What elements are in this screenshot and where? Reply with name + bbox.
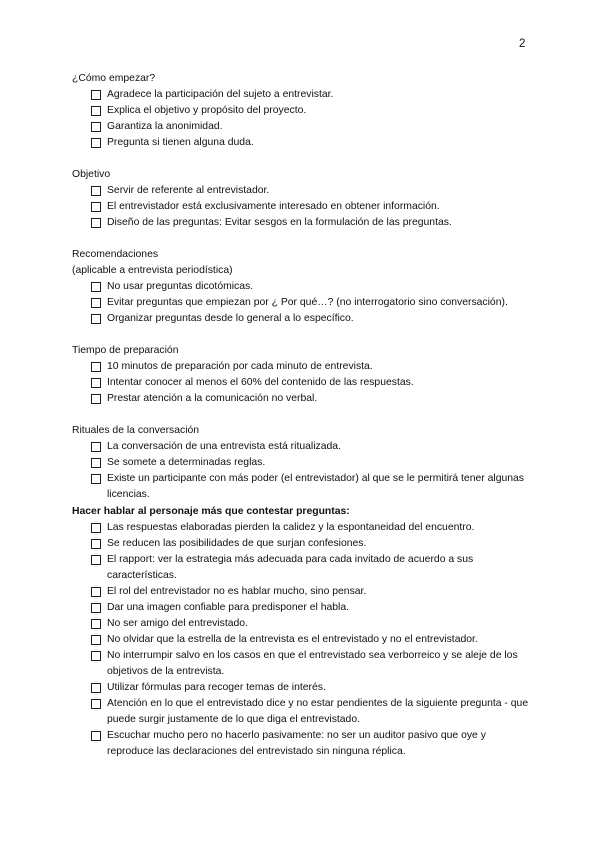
- checkbox-icon[interactable]: [91, 699, 101, 709]
- document-body: [72, 71, 532, 776]
- checklist-item: [91, 648, 532, 680]
- checklist-item: [91, 119, 532, 135]
- section-objetivo: [72, 167, 532, 231]
- section-title: Recomendaciones: [72, 249, 159, 260]
- section-title: Rituales de la conversación: [72, 425, 200, 436]
- checkbox-icon[interactable]: [91, 523, 101, 533]
- section-como-empezar: [72, 71, 532, 151]
- checklist-item: [91, 600, 532, 616]
- checklist-item-text: Intentar conocer al menos el 60% del contenido de las respuestas.: [107, 377, 414, 388]
- checklist-item: [91, 391, 532, 407]
- checklist-item-text: Dar una imagen confiable para predisponer el habla.: [107, 602, 350, 613]
- checklist-item: [91, 616, 532, 632]
- checklist-item-text: Atención en lo que el entrevistado dice y no estar pendientes de la siguiente pregunta - que puede surgir justamente de lo que diga el entrevistado.: [107, 698, 529, 725]
- checklist-item: [91, 520, 532, 536]
- checkbox-icon[interactable]: [91, 218, 101, 228]
- checklist-item: [91, 103, 532, 119]
- checklist-item: [91, 455, 532, 471]
- checklist-item: [91, 552, 532, 584]
- checkbox-icon[interactable]: [91, 186, 101, 196]
- checkbox-icon[interactable]: [91, 138, 101, 148]
- checklist-item-text: Organizar preguntas desde lo general a lo específico.: [107, 313, 354, 324]
- checklist-item: [91, 696, 532, 728]
- checklist-item: [91, 584, 532, 600]
- section-title: Tiempo de preparación: [72, 345, 179, 356]
- checklist-item: [91, 295, 532, 311]
- checklist-item: [91, 183, 532, 199]
- checkbox-icon[interactable]: [91, 202, 101, 212]
- checkbox-icon[interactable]: [91, 378, 101, 388]
- checklist: [72, 183, 532, 231]
- checkbox-icon[interactable]: [91, 619, 101, 629]
- checkbox-icon[interactable]: [91, 651, 101, 661]
- checklist: [72, 520, 532, 760]
- checklist-item: [91, 536, 532, 552]
- checkbox-icon[interactable]: [91, 314, 101, 324]
- checklist-item: [91, 632, 532, 648]
- checklist-item-text: Las respuestas elaboradas pierden la calidez y la espontaneidad del encuentro.: [107, 522, 475, 533]
- checklist-item-text: No interrumpir salvo en los casos en que el entrevistado sea verborreico y se aleje de los objetivos de la entrevista.: [107, 650, 518, 677]
- checklist-item-text: Pregunta si tienen alguna duda.: [107, 137, 254, 148]
- checkbox-icon[interactable]: [91, 282, 101, 292]
- checklist-item-text: Escuchar mucho pero no hacerlo pasivamente: no ser un auditor pasivo que oye y reproduce las declaraciones del entrevistado sin ninguna réplica.: [107, 730, 486, 757]
- checkbox-icon[interactable]: [91, 539, 101, 549]
- checklist-item: [91, 359, 532, 375]
- checklist-item-text: Explica el objetivo y propósito del proyecto.: [107, 105, 307, 116]
- checklist-item: [91, 375, 532, 391]
- checklist-item-text: 10 minutos de preparación por cada minuto de entrevista.: [107, 361, 373, 372]
- section-title: Hacer hablar al personaje más que contestar preguntas:: [72, 506, 350, 517]
- checklist-item-text: Se reducen las posibilidades de que surjan confesiones.: [107, 538, 367, 549]
- section-recomendaciones: [72, 247, 532, 327]
- checklist-item-text: Utilizar fórmulas para recoger temas de interés.: [107, 682, 326, 693]
- checklist-item-text: El rapport: ver la estrategia más adecuada para cada invitado de acuerdo a sus características.: [107, 554, 474, 581]
- checklist-item-text: No ser amigo del entrevistado.: [107, 618, 248, 629]
- checklist-item: [91, 680, 532, 696]
- checklist: [72, 439, 532, 503]
- section-title: ¿Cómo empezar?: [72, 73, 156, 84]
- checkbox-icon[interactable]: [91, 635, 101, 645]
- section-hacer-hablar: [72, 504, 532, 760]
- checklist-item: [91, 215, 532, 231]
- checkbox-icon[interactable]: [91, 298, 101, 308]
- checklist-item-text: Existe un participante con más poder (el entrevistador) al que se le permitirá tener algunas licencias.: [107, 473, 525, 500]
- checklist: [72, 279, 532, 327]
- checklist-item-text: El rol del entrevistador no es hablar mucho, sino pensar.: [107, 586, 367, 597]
- checkbox-icon[interactable]: [91, 106, 101, 116]
- checklist-item: [91, 135, 532, 151]
- section-note: (aplicable a entrevista periodística): [72, 265, 233, 276]
- section-tiempo-preparacion: [72, 343, 532, 407]
- checkbox-icon[interactable]: [91, 442, 101, 452]
- checklist-item: [91, 471, 532, 503]
- page-number: 2: [519, 38, 526, 50]
- checkbox-icon[interactable]: [91, 90, 101, 100]
- section-rituales: [72, 423, 532, 503]
- checkbox-icon[interactable]: [91, 474, 101, 484]
- checkbox-icon[interactable]: [91, 555, 101, 565]
- checklist-item-text: La conversación de una entrevista está ritualizada.: [107, 441, 341, 452]
- checklist-item-text: Evitar preguntas que empiezan por ¿ Por qué…? (no interrogatorio sino conversación).: [107, 297, 508, 308]
- checklist-item-text: Se somete a determinadas reglas.: [107, 457, 266, 468]
- checklist-item-text: No olvidar que la estrella de la entrevista es el entrevistado y no el entrevistador.: [107, 634, 478, 645]
- checklist-item-text: Garantiza la anonimidad.: [107, 121, 223, 132]
- checklist-item: [91, 279, 532, 295]
- checkbox-icon[interactable]: [91, 683, 101, 693]
- checklist-item-text: Diseño de las preguntas: Evitar sesgos en la formulación de las preguntas.: [107, 217, 452, 228]
- checkbox-icon[interactable]: [91, 394, 101, 404]
- section-title: Objetivo: [72, 169, 111, 180]
- checklist-item: [91, 728, 532, 760]
- checklist-item-text: Agradece la participación del sujeto a entrevistar.: [107, 89, 334, 100]
- checklist-item-text: Prestar atención a la comunicación no verbal.: [107, 393, 318, 404]
- checklist-item: [91, 199, 532, 215]
- checklist-item-text: Servir de referente al entrevistador.: [107, 185, 270, 196]
- checklist-item: [91, 87, 532, 103]
- checklist: [72, 359, 532, 407]
- checklist: [72, 87, 532, 151]
- checkbox-icon[interactable]: [91, 362, 101, 372]
- checklist-item-text: No usar preguntas dicotómicas.: [107, 281, 254, 292]
- checkbox-icon[interactable]: [91, 122, 101, 132]
- checklist-item-text: El entrevistador está exclusivamente interesado en obtener información.: [107, 201, 440, 212]
- checkbox-icon[interactable]: [91, 458, 101, 468]
- checklist-item: [91, 311, 532, 327]
- checkbox-icon[interactable]: [91, 587, 101, 597]
- checkbox-icon[interactable]: [91, 603, 101, 613]
- checklist-item: [91, 439, 532, 455]
- checkbox-icon[interactable]: [91, 731, 101, 741]
